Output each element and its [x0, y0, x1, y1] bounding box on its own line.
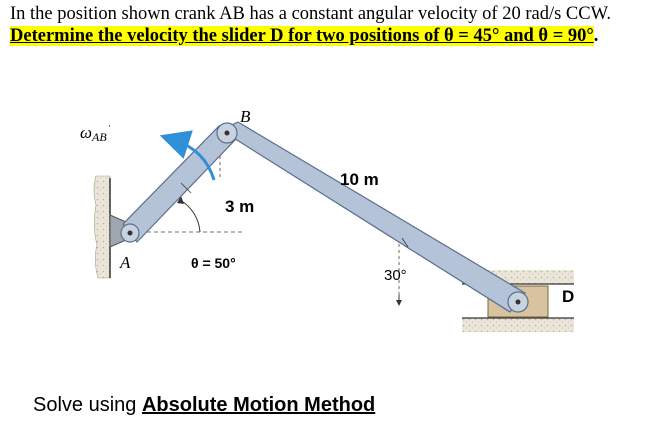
label-angle-30: 30°	[384, 267, 407, 284]
solve-method: Absolute Motion Method	[141, 394, 376, 416]
link-bd	[221, 122, 525, 312]
omega-dot: ˙	[106, 122, 111, 136]
joint-a-pin	[128, 231, 133, 236]
joint-b-pin	[225, 131, 230, 136]
omega-subscript: AB	[92, 130, 107, 144]
highlighted-question: Determine the velocity the slider D for two positions of θ = 45° and θ = 90°	[10, 26, 594, 46]
ground-wall	[94, 176, 110, 278]
omega-label	[80, 122, 111, 144]
solve-prefix: Solve using	[33, 394, 142, 416]
arrow-30-head	[396, 300, 402, 306]
theta-arc	[180, 200, 200, 232]
label-length-bd: 10 m	[340, 170, 379, 189]
label-point-d: D	[562, 287, 575, 306]
label-length-ab: 3 m	[225, 197, 255, 216]
solve-instruction	[33, 394, 375, 417]
label-point-b: B	[240, 107, 251, 126]
label-theta: θ = 50°	[191, 255, 236, 271]
label-point-a: A	[120, 253, 131, 272]
question-period: .	[593, 26, 599, 46]
joint-d-pin	[516, 300, 521, 305]
problem-statement-line1: In the position shown crank AB has a constant angular velocity of 20 rad/s CCW.	[10, 4, 611, 24]
omega-symbol: ω	[80, 123, 93, 142]
